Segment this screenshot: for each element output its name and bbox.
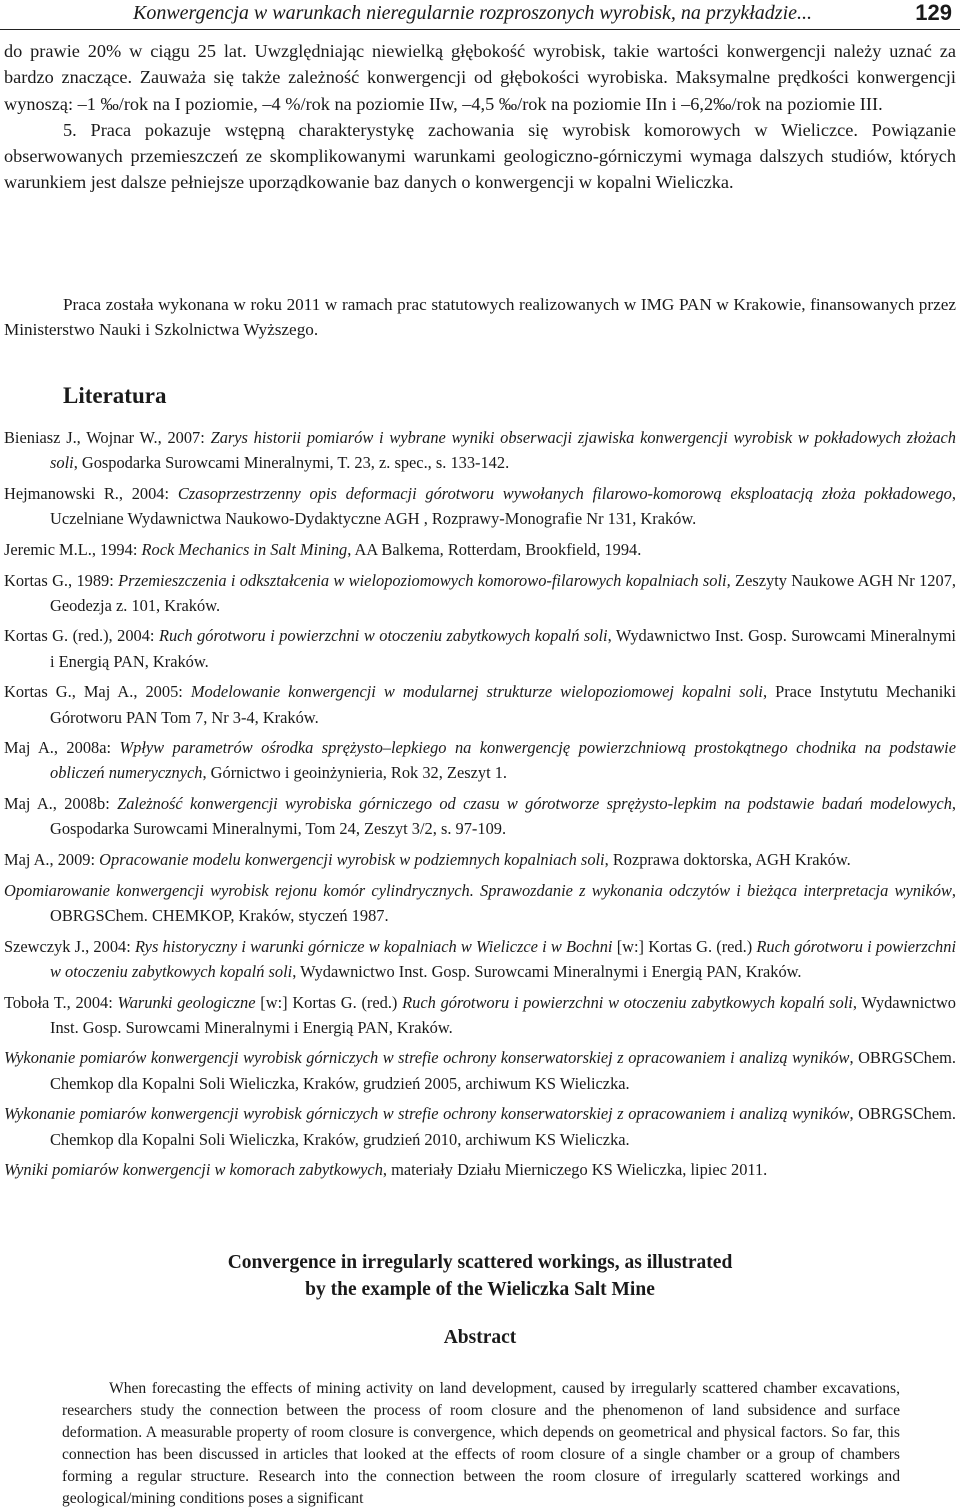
reference-text: Bieniasz J., Wojnar W., 2007: (4, 428, 211, 447)
acknowledgement: Praca została wykonana w roku 2011 w ramach prac statutowych realizowanych w IMG PAN w Krakowie, finansowanych przez Ministerstwo Nauki i Szkolnictwa Wyższego. (4, 295, 956, 339)
reference-title: Ruch górotworu i powierzchni w otoczeniu zabytkowych kopalń soli (402, 992, 853, 1012)
reference-title: Wpływ parametrów ośrodka sprężysto–lepkiego na konwergencję powierzchniową prostokątnego chodnika na podstawie obliczeń numerycznych (50, 738, 956, 783)
reference-text: , Gospodarka Surowcami Mineralnymi, T. 23, z. spec., s. 133-142. (73, 453, 510, 473)
reference-text: Szewczyk J., 2004: (4, 936, 135, 956)
reference-text: , AA Balkema, Rotterdam, Brookfield, 1994. (347, 539, 642, 559)
reference-text: , Górnictwo i geoinżynieria, Rok 32, Zeszyt 1. (202, 763, 508, 783)
reference-title: Rys historyczny i warunki górnicze w kopalniach w Wieliczce i w Bochni (134, 936, 613, 956)
reference-title: Wykonanie pomiarów konwergencji wyrobisk górniczych w strefie ochrony konserwatorskiej z opracowaniem i analizą wyników (4, 1048, 850, 1068)
header-rule (0, 29, 960, 30)
abstract-heading: Abstract (443, 1327, 517, 1348)
reference-text: Kortas G., Maj A., 2005: (4, 682, 191, 702)
reference-item (4, 623, 956, 673)
reference-item (4, 679, 956, 729)
reference-text: , OBRGSChem. CHEMKOP, Kraków, styczeń 1987. (50, 880, 956, 925)
reference-title: Ruch górotworu i powierzchni w otoczeniu zabytkowych kopalń soli (158, 626, 608, 646)
reference-title: Opracowanie modelu konwergencji wyrobisk w podziemnych kopalniach soli (99, 850, 605, 870)
reference-text: , Prace Instytutu Mechaniki Górotworu PAN Tom 7, Nr 3-4, Kraków. (50, 682, 956, 727)
reference-text: Kortas G. (red.), 2004: (4, 626, 159, 646)
reference-text: , Rozprawa doktorska, AGH Kraków. (604, 850, 851, 870)
reference-text: Hejmanowski R., 2004: (4, 483, 178, 503)
reference-title: Przemieszczenia i odkształcenia w wielopoziomowych komorowo-filarowych kopalniach soli, (118, 570, 731, 590)
reference-item (4, 791, 956, 841)
reference-title: Warunki geologiczne (117, 992, 256, 1012)
reference-text: , OBRGSChem. Chemkop dla Kopalni Soli Wieliczka, Kraków, grudzień 2010, archiwum KS Wieliczka. (50, 1104, 956, 1149)
running-title: Konwergencja w warunkach nieregularnie rozproszonych wyrobisk, na przykładzie... (133, 2, 813, 24)
reference-text: , Uczelniane Wydawnictwa Naukowo-Dydaktyczne AGH , Rozprawy-Monografie Nr 131, Kraków. (50, 483, 956, 529)
reference-text: Kortas G., 1989: (4, 570, 119, 590)
abstract-text: When forecasting the effects of mining activity on land development, caused by irregularly scattered chamber excavations, researchers study the connection between the process of room closure and the phenomenon of land subsidence and surface deformation. A measurable property of room closure is convergence, which depends on geometrical and physical factors. So far, this connection has been discussed in articles that looked at the effects of room closure of a single chamber or a group of chambers forming a regular structure. Research into the connection between the room closure of irregularly scattered workings and geological/mining conditions poses a significant (62, 1380, 900, 1507)
reference-title: Wykonanie pomiarów konwergencji wyrobisk górniczych w strefie ochrony konserwatorskiej z opracowaniem i analizą wyników (4, 1104, 850, 1124)
reference-item (4, 481, 956, 531)
english-title (0, 1249, 960, 1303)
reference-item (4, 1101, 956, 1151)
reference-text: Maj A., 2008a: (4, 738, 120, 758)
reference-title: Rock Mechanics in Salt Mining (141, 539, 348, 559)
reference-item (4, 1045, 956, 1095)
reference-text: Maj A., 2008b: (4, 794, 118, 814)
body-paragraph: do prawie 20% w ciągu 25 lat. Uwzględniając niewielką głębokość wyrobisk, takie wartości konwergencji należy uznać za bardzo znaczące. Zauważa się także zależność konwergencji od głębokości wyrobiska. Maksymalne prędkości konwergencji wynoszą: –1 ‰/rok na I poziomie, –4 %/rok na poziomie IIw, –4,5 ‰/rok na poziomie IIn i –6,2‰/rok na poziomie III. (4, 41, 956, 114)
body-text (4, 38, 956, 196)
reference-title: Ruch górotworu i powierzchni w otoczeniu zabytkowych kopalń soli (50, 936, 956, 981)
reference-text: , materiały Działu Mierniczego KS Wieliczka, lipiec 2011. (382, 1160, 768, 1180)
reference-text: , Wydawnictwo Inst. Gosp. Surowcami Mineralnymi i Energią PAN, Kraków. (50, 992, 957, 1037)
reference-title: Czasoprzestrzenny opis deformacji górotworu wywołanych filarowo-komorową eksploatacją złoża pokładowego (177, 483, 952, 503)
reference-item (4, 990, 956, 1040)
reference-title: Modelowanie konwergencji w modularnej strukturze wielopoziomowej kopalni soli (190, 682, 763, 702)
reference-text: [w:] Kortas G. (red.) (255, 992, 403, 1012)
reference-item (4, 1157, 956, 1182)
reference-item (4, 934, 956, 984)
literature-heading: Literatura (63, 383, 167, 408)
page-header (0, 0, 960, 30)
reference-item (4, 847, 956, 872)
reference-text: Maj A., 2009: (4, 850, 100, 870)
reference-list (4, 425, 956, 1188)
reference-text: , Wydawnictwo Inst. Gosp. Surowcami Mineralnymi i Energią PAN, Kraków. (292, 961, 802, 981)
page-number: 129 (915, 0, 952, 25)
english-title-line-2: by the example of the Wieliczka Salt Mine (305, 1279, 655, 1300)
reference-item (4, 878, 956, 928)
reference-item (4, 537, 956, 562)
reference-text: [w:] Kortas G. (red.) (612, 936, 757, 956)
reference-text: Jeremic M.L., 1994: (4, 539, 142, 559)
reference-title: Opomiarowanie konwergencji wyrobisk rejonu komór cylindrycznych. Sprawozdanie z wykonania odczytów i bieżąca interpretacja wyników (4, 880, 952, 900)
reference-text: , Gospodarka Surowcami Mineralnymi, Tom 24, Zeszyt 3/2, s. 97-109. (50, 794, 956, 839)
reference-text: , Wydawnictwo Inst. Gosp. Surowcami Mineralnymi i Energią PAN, Kraków. (50, 626, 956, 671)
reference-title: Wyniki pomiarów konwergencji w komorach zabytkowych (4, 1160, 383, 1180)
reference-item (4, 735, 956, 785)
reference-title: Zależność konwergencji wyrobiska górniczego od czasu w górotworze sprężysto-lepkim na podstawie badań modelowych (117, 794, 952, 814)
reference-title: Zarys historii pomiarów i wybrane wyniki obserwacji zjawiska konwergencji wyrobisk w pokładowych złożach soli (50, 428, 956, 473)
reference-item (4, 568, 956, 618)
reference-item (4, 425, 956, 475)
conclusion-paragraph: 5. Praca pokazuje wstępną charakterystykę zachowania się wyrobisk komorowych w Wieliczce. Powiązanie obserwowanych przemieszczeń ze skomplikowanymi warunkami geologiczno-górniczymi wymaga dalszych studiów, których warunkiem jest dalsze pełniejsze uporządkowanie baz danych o konwergencji w kopalni Wieliczka. (4, 119, 956, 193)
reference-text: Toboła T., 2004: (4, 992, 118, 1012)
reference-text: Zeszyty Naukowe AGH Nr 1207, Geodezja z. 101, Kraków. (50, 570, 956, 615)
english-title-line-1: Convergence in irregularly scattered workings, as illustrated (227, 1252, 733, 1273)
reference-text: , OBRGSChem. Chemkop dla Kopalni Soli Wieliczka, Kraków, grudzień 2005, archiwum KS Wieliczka. (50, 1048, 956, 1093)
